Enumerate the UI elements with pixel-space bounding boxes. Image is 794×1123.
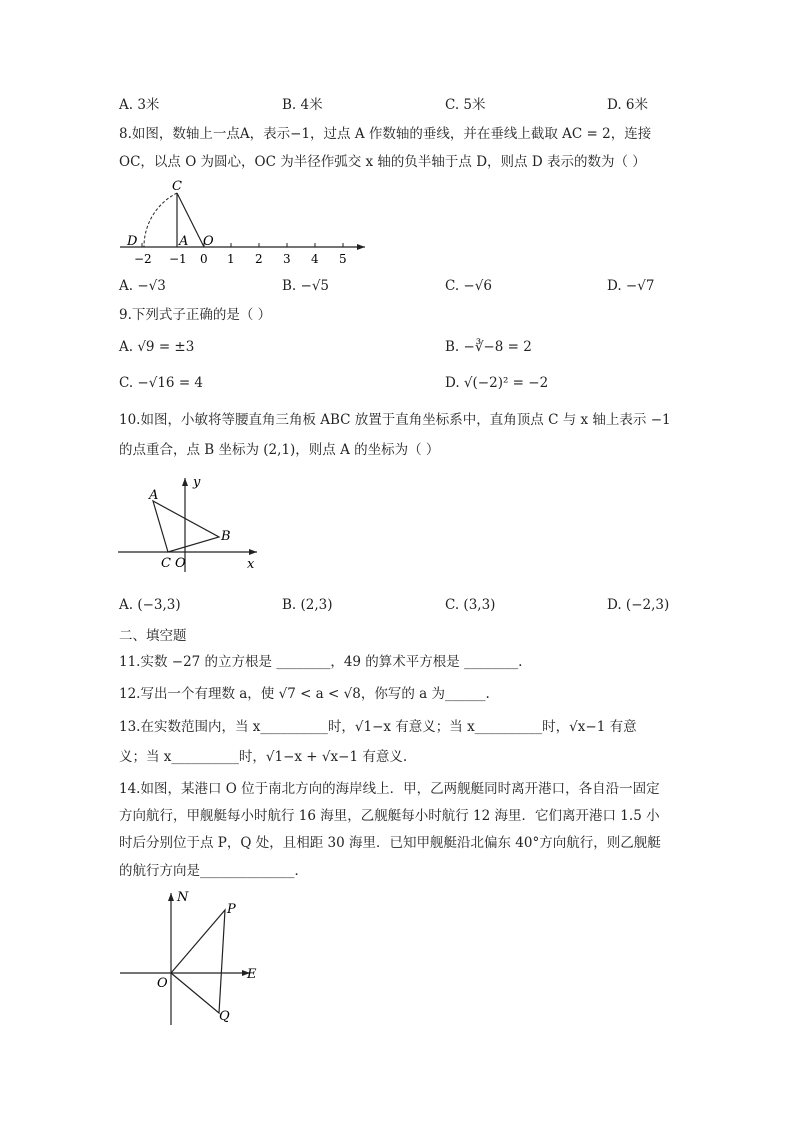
q13-line1: 13.在实数范围内，当 x__________时，√1−x 有意义；当 x__________时，√x−1 有意 [119, 719, 637, 735]
q10-coordinate-figure [115, 470, 265, 575]
q10-option-d: D. (−2,3) [607, 597, 670, 613]
q8-label-a: A [179, 234, 189, 249]
q8-label-d: D [127, 234, 138, 249]
q14-label-p: P [227, 902, 236, 917]
q8-tick-label: 3 [283, 252, 291, 266]
q12-text: 12.写出一个有理数 a，使 √7 < a < √8，你写的 a 为______. [119, 686, 490, 702]
q8-tick-label: 2 [255, 252, 263, 266]
q9-option-c: C. −√16 = 4 [119, 375, 204, 391]
q8-option-c: C. −√6 [445, 278, 492, 294]
q8-label-c: C [172, 179, 182, 194]
section-title: 二、填空题 [119, 628, 187, 644]
q9-option-b: B. −∛−8 = 2 [445, 339, 532, 355]
q8-tick-label: 0 [200, 252, 208, 266]
q10-stem-line1: 10.如图，小敏将等腰直角三角板 ABC 放置于直角坐标系中，直角顶点 C 与 x 轴上表示 −1 [119, 412, 671, 428]
q8-stem-line1: 8.如图，数轴上一点A，表示−1，过点 A 作数轴的垂线，并在垂线上截取 AC = 2，连接 [119, 126, 652, 142]
q14-label-o: O [157, 976, 168, 991]
q10-label-c: C [161, 556, 171, 571]
q14-line1: 14.如图，某港口 O 位于南北方向的海岸线上．甲，乙两舰艇同时离开港口，各自沿一固定 [119, 781, 660, 797]
q8-stem-line2: OC，以点 O 为圆心，OC 为半径作弧交 x 轴的负半轴于点 D，则点 D 表示的数为（ ） [119, 154, 646, 170]
q14-navigation-figure [115, 885, 275, 1030]
q14-label-n: N [177, 890, 189, 905]
q7-option-c: C. 5米 [445, 97, 486, 113]
q8-number-line-figure [115, 175, 375, 270]
q14-line2: 方向航行，甲舰艇每小时航行 16 海里，乙舰艇每小时航行 12 海里．它们离开港口 1.5 小 [119, 808, 660, 824]
q7-option-a: A. 3米 [119, 97, 160, 113]
q10-option-a: A. (−3,3) [119, 597, 181, 613]
q8-tick-label: −1 [169, 252, 187, 266]
q8-label-o: O [203, 234, 214, 249]
q10-stem-line2: 的点重合，点 B 坐标为 (2,1)，则点 A 的坐标为（ ） [119, 442, 440, 458]
q14-line3: 时后分别位于点 P，Q 处，且相距 30 海里．已知甲舰艇沿北偏东 40°方向航行，则乙舰艇 [119, 835, 661, 851]
q7-option-d: D. 6米 [607, 97, 649, 113]
q9-option-d: D. √(−2)² = −2 [445, 375, 549, 391]
q8-option-d: D. −√7 [607, 278, 655, 294]
q10-option-b: B. (2,3) [282, 597, 333, 613]
q14-line4: 的航行方向是______________． [119, 863, 308, 879]
q9-stem: 9.下列式子正确的是（ ） [119, 307, 272, 323]
q8-tick-label: 5 [339, 252, 347, 266]
q14-label-q: Q [219, 1009, 230, 1024]
q8-tick-label: 1 [227, 252, 235, 266]
q11-text: 11.实数 −27 的立方根是 ________，49 的算术平方根是 ________. [119, 654, 523, 670]
q9-option-a: A. √9 = ±3 [119, 339, 195, 355]
q7-option-b: B. 4米 [282, 97, 323, 113]
q10-option-c: C. (3,3) [445, 597, 496, 613]
q10-label-b: B [221, 529, 231, 544]
q10-label-y: y [193, 475, 201, 490]
q10-label-o: O [175, 556, 186, 571]
q8-tick-label: 4 [311, 252, 319, 266]
q8-tick-label: −2 [134, 252, 152, 266]
q10-label-x: x [247, 557, 255, 572]
q10-label-a: A [149, 488, 159, 503]
q14-label-e: E [247, 967, 257, 982]
q8-option-b: B. −√5 [282, 278, 330, 294]
q8-option-a: A. −√3 [119, 278, 166, 294]
q13-line2: 义；当 x__________时，√1−x + √x−1 有意义. [119, 749, 408, 765]
